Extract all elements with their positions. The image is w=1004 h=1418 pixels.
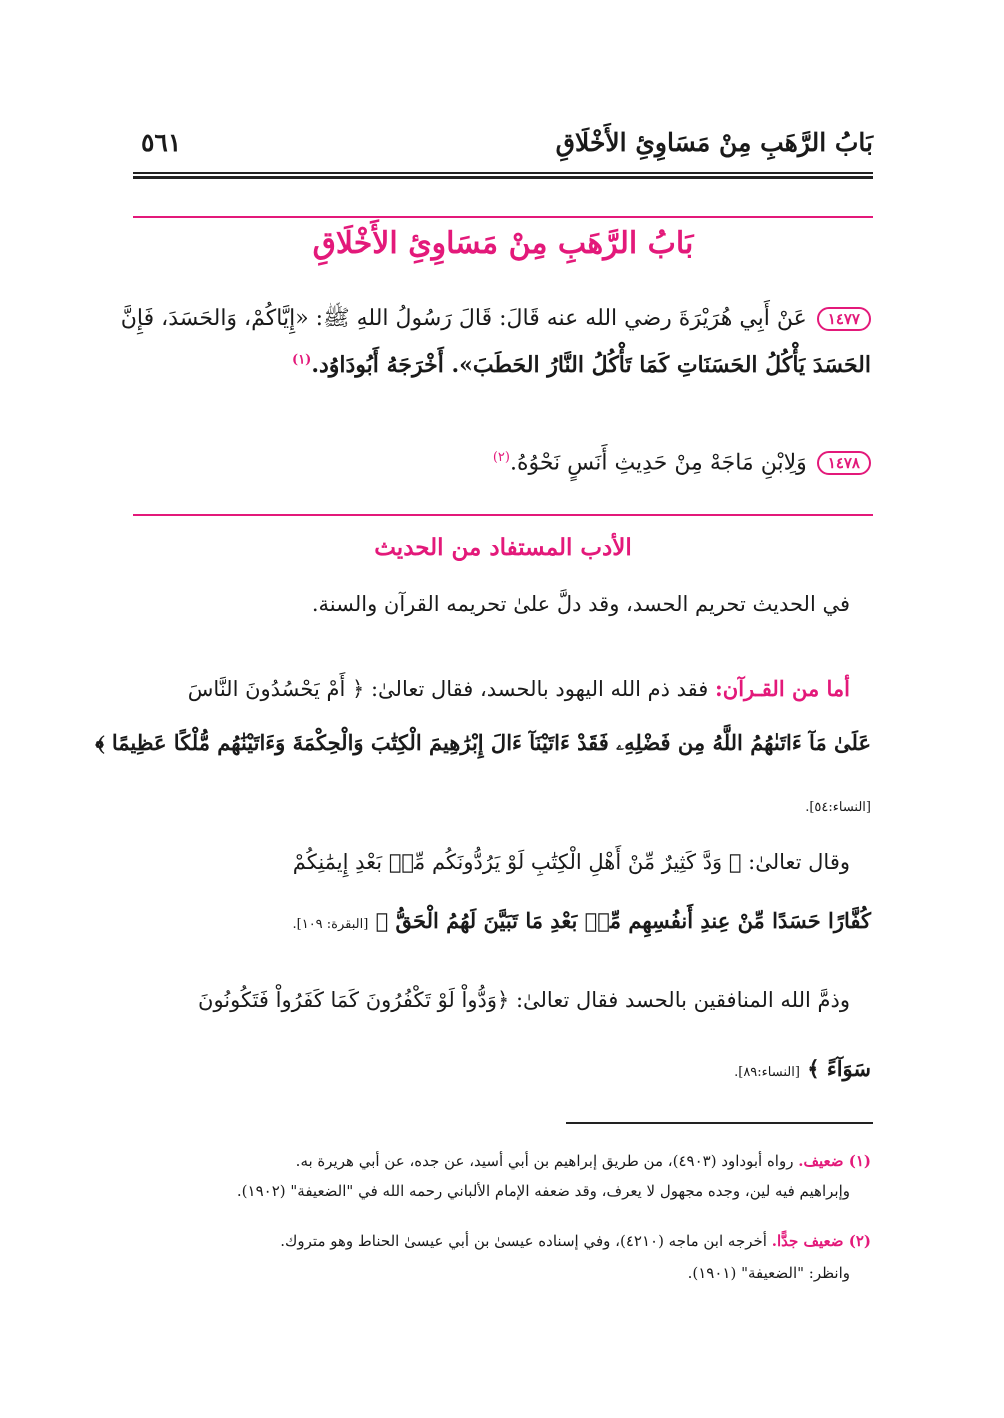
- running-header: [133, 122, 873, 172]
- paragraph-text: فقد ذم الله اليهود بالحسد، فقال تعالىٰ: ﴿ أَمْ يَحْسُدُونَ النَّاسَ: [187, 677, 709, 701]
- paragraph-2-line-2: [293, 908, 872, 933]
- footnote-separator: [566, 1122, 873, 1124]
- header-rule-thick: [133, 176, 873, 179]
- footnote-2-line-2: وانظر: "الضعيفة" (١٩٠١).: [687, 1264, 850, 1282]
- paragraph-1-line-2: عَلَىٰ مَآ ءَاتَىٰهُمُ اللَّهُ مِن فَضْلِهِۦ فَقَدْ ءَاتَيْنَآ ءَالَ إِبْرَٰهِيمَ الْكِتَٰبَ وَالْحِكْمَةَ وَءَاتَيْنَٰهُم مُّلْكًا عَظِيمًا ﴾: [95, 730, 871, 755]
- lessons-intro: في الحديث تحريم الحسد، وقد دلَّ علىٰ تحريمه القرآن والسنة.: [311, 592, 850, 616]
- chapter-title: بَابُ الرَّهَبِ مِنْ مَسَاوِئِ الأَخْلَاقِ: [312, 226, 694, 261]
- paragraph-1-line-1: [188, 676, 850, 701]
- footnote-1-line-2: وإبراهيم فيه لين، وجده مجهول لا يعرف، وقد ضعفه الإمام الألباني رحمه الله في "الضعيفة" (١٩٠٢).: [236, 1182, 850, 1200]
- quran-reference: [النساء:٨٩].: [734, 1065, 800, 1080]
- footnote-text: رواه أبوداود (٤٩٠٣)، من طريق إبراهيم بن أبي أسيد، عن جده، عن أبي هريرة به.: [295, 1152, 794, 1170]
- hadith-1478-line-1: [493, 450, 871, 475]
- paragraph-text: سَوَآءً ﴾: [807, 1056, 871, 1081]
- paragraph-2-line-1: وقال تعالىٰ: ﴿ وَدَّ كَثِيرٌ مِّنْ أَهْلِ الْكِتَٰبِ لَوْ يَرُدُّونَكُم مِّنۢ بَعْدِ إِيمَٰنِكُمْ: [292, 850, 850, 874]
- hadith-number-badge: ١٤٧٨: [817, 451, 871, 475]
- footnote-2-line-1: [280, 1232, 871, 1250]
- running-title: بَابُ الرَّهَبِ مِنْ مَسَاوِئِ الأَخْلَاقِ: [555, 128, 873, 157]
- hadith-text: عَنْ أَبِي هُرَيْرَةَ رضي الله عنه قَالَ: قَالَ رَسُولُ اللهِ ﷺ: «إِيَّاكُمْ، وَالحَسَدَ، فَإِنَّ: [120, 306, 807, 331]
- page-number: ٥٦١: [141, 128, 182, 157]
- footnote-text: أخرجه ابن ماجه (٤٢١٠)، وفي إسناده عيسىٰ بن أبي عيسىٰ الحناط وهو متروك.: [280, 1232, 767, 1250]
- header-rule-thin: [133, 172, 873, 174]
- footnote-ref: (٢): [492, 450, 510, 465]
- paragraph-3-line-2: [734, 1056, 871, 1081]
- hadith-1477-line-1: [121, 304, 871, 336]
- paragraph-3-line-1: وذمَّ الله المنافقين بالحسد فقال تعالىٰ: ﴿وَدُّواْ لَوْ تَكْفُرُونَ كَمَا كَفَرُواْ فَتَكُونُونَ: [198, 988, 850, 1012]
- footnote-label: (١) ضعيف.: [798, 1152, 871, 1170]
- quran-reference: [البقرة: ١٠٩].: [292, 917, 369, 932]
- paragraph-text: كُفَّارًا حَسَدًا مِّنْ عِندِ أَنفُسِهِم مِّنۢ بَعْدِ مَا تَبَيَّنَ لَهُمُ الْحَقُّ ﴾: [375, 908, 871, 933]
- hadith-1477-line-2: [292, 352, 871, 378]
- section-rule: [133, 514, 873, 516]
- section-title: الأدب المستفاد من الحديث: [374, 534, 632, 561]
- quran-reference: [النساء:٥٤].: [805, 800, 871, 815]
- footnote-ref: (١): [292, 352, 312, 368]
- chapter-rule-top: [133, 216, 873, 218]
- footnote-1-line-1: [296, 1152, 871, 1170]
- hadith-text: وَلِابْنِ مَاجَهْ مِنْ حَدِيثِ أَنَسٍ نَحْوُهُ.: [509, 450, 807, 476]
- hadith-number-badge: ١٤٧٧: [817, 307, 871, 331]
- quran-label: أما من القـرآن:: [715, 676, 850, 701]
- footnote-label: (٢) ضعيف جدًّا.: [771, 1232, 871, 1250]
- hadith-text: الحَسَدَ يَأْكُلُ الحَسَنَاتِ كَمَا تَأْكُلُ النَّارُ الحَطَبَ». أَخْرَجَهُ أَبُودَاوُد.: [311, 352, 871, 378]
